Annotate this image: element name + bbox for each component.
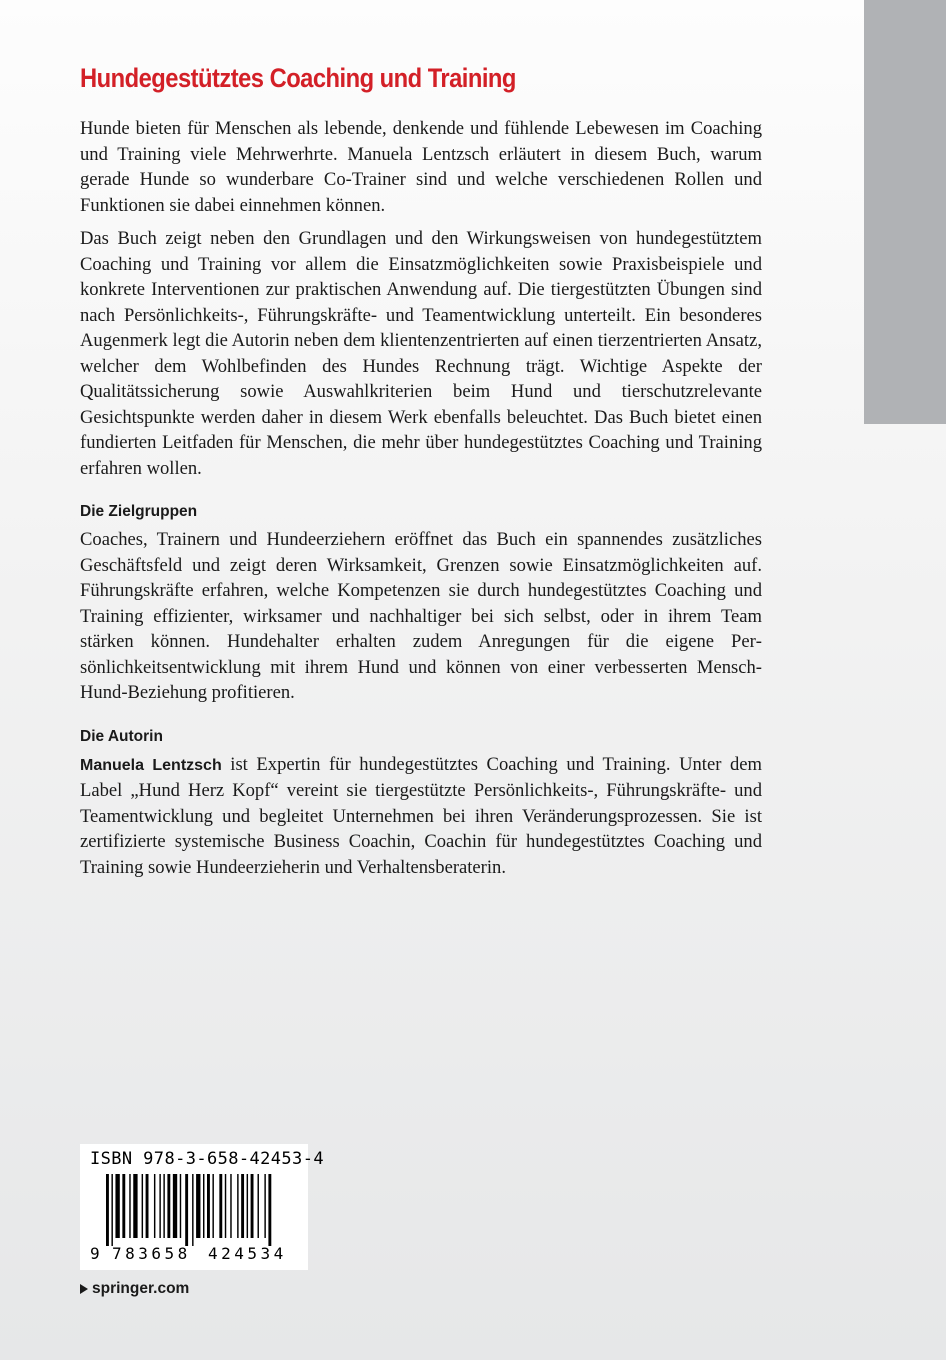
barcode-bar <box>247 1174 248 1238</box>
barcode-bar <box>196 1174 200 1238</box>
barcode-bar <box>173 1174 177 1238</box>
barcode-digits-right: 424534 <box>208 1244 287 1263</box>
barcode-bar <box>142 1174 143 1238</box>
barcode-bar <box>212 1174 213 1238</box>
book-title: Hundegestütztes Coaching und Training <box>80 63 516 93</box>
barcode-bar <box>146 1174 149 1238</box>
barcode-digit-first: 9 <box>90 1244 100 1263</box>
barcode-bar <box>203 1174 204 1238</box>
barcode-bar <box>133 1174 137 1238</box>
barcode-bar <box>207 1174 210 1238</box>
barcode-bar <box>251 1174 254 1238</box>
side-color-tab <box>864 0 946 424</box>
barcode-bar <box>192 1174 193 1246</box>
barcode-bar <box>111 1174 112 1246</box>
author-bio <box>80 752 762 881</box>
intro-paragraph: Hunde bieten für Menschen als lebende, denkende und fühlende Lebewesen im Coaching und Training viele Mehrwerhrte. Manuela Lentzsch erläutert in diesem Buch, warum gerade Hunde so wunderbare Co-Trainer sind und welche verschiedenen Rollen und Funktionen sie dabei einnehmen können. <box>80 118 762 216</box>
target-group-text: Coaches, Trainern und Hundeerziehern eröffnet das Buch ein spannendes zusätzliches Geschäftsfeld und zeigt deren Wirksamkeit, Grenzen sowie Einsatzmöglichkeiten auf. Führungskräfte erfahren, welche Kompetenzen sie durch hundegestütztes Coaching und Training effizienter, wirksamer und nachhaltiger bei sich selbst, oder in ihrem Team stärken können. Hundehalter erhalten zudem Anregungen für die eigene Persönlichkeitsentwicklung mit ihrem Hund und können von einer verbesserten Mensch-Hund-Beziehung profitieren. <box>80 529 762 703</box>
barcode-bar <box>268 1174 271 1246</box>
barcode-bar <box>264 1174 265 1238</box>
target-group-heading: Die Zielgruppen <box>80 503 198 520</box>
arrow-right-icon <box>80 1284 88 1294</box>
barcode-bar <box>225 1174 226 1238</box>
barcode-bar <box>241 1174 244 1238</box>
barcode-bar <box>167 1174 170 1238</box>
content-paragraph: Das Buch zeigt neben den Grundlagen und den Wirkungsweisen von hundegestütztem Coaching und Training vor allem die Einsatzmöglichkeiten sowie Praxisbeispiele und konkrete Interventionen zur praktischen Anwendung auf. Die tiergestützten Übungen sind nach Persönlichkeits-, Führungskräfte- und Teamentwicklung unterteilt. Ein besonderes Augenmerk legt die Autorin neben dem klientenzentrierten auf einen tierzentrierten Ansatz, welcher dem Wohlbefinden des Hundes Rechnung trägt. Wichtige Aspekte der Qualitätssicherung sowie Auswahlkriterien beim Hund und tierschutzrelevante Gesichtspunkte werden daher in diesem Werk ebenfalls beleuchtet. Das Buch bietet einen fundierten Leitfaden für Menschen, die mehr über hundegestütztes Coaching und Training erfahren wollen. <box>80 228 762 479</box>
barcode-bar <box>219 1174 222 1238</box>
barcode-bar <box>154 1174 155 1238</box>
barcode-bar <box>159 1174 160 1238</box>
barcode-bar <box>230 1174 231 1238</box>
back-cover-text <box>80 116 762 880</box>
barcode-bar <box>106 1174 109 1246</box>
springer-link-label: springer.com <box>92 1280 190 1297</box>
author-name: Manuela Lentzsch <box>80 756 222 774</box>
springer-link[interactable] <box>80 1280 189 1298</box>
isbn-barcode <box>80 1144 324 1270</box>
barcode-bar <box>237 1174 238 1238</box>
barcode-digits-left: 783658 <box>112 1244 191 1263</box>
barcode-bar <box>122 1174 125 1238</box>
isbn-label: ISBN 978-3-658-42453-4 <box>90 1149 324 1169</box>
barcode-bar <box>129 1174 130 1238</box>
author-bio-text: ist Expertin für hundegestütztes Coaching und Training. Unter dem Label „Hund Herz Kopf“ vereint sie tiergestützte Persönlichkeits-, Führungskräfte- und Teamentwicklung und begleitet Unternehmen bei ihren Veränderungsprozessen. Sie ist zertifizierte systemische Business Coachin, Coachin für hundegestütztes Coaching und Training sowie Hundeerzieherin und Verhaltensberaterin. <box>80 753 762 878</box>
barcode-bar <box>115 1174 119 1238</box>
barcode-bar <box>180 1174 181 1238</box>
barcode-bar <box>163 1174 164 1238</box>
author-heading: Die Autorin <box>80 727 163 745</box>
barcode-bar <box>258 1174 259 1238</box>
barcode-bar <box>185 1174 188 1246</box>
